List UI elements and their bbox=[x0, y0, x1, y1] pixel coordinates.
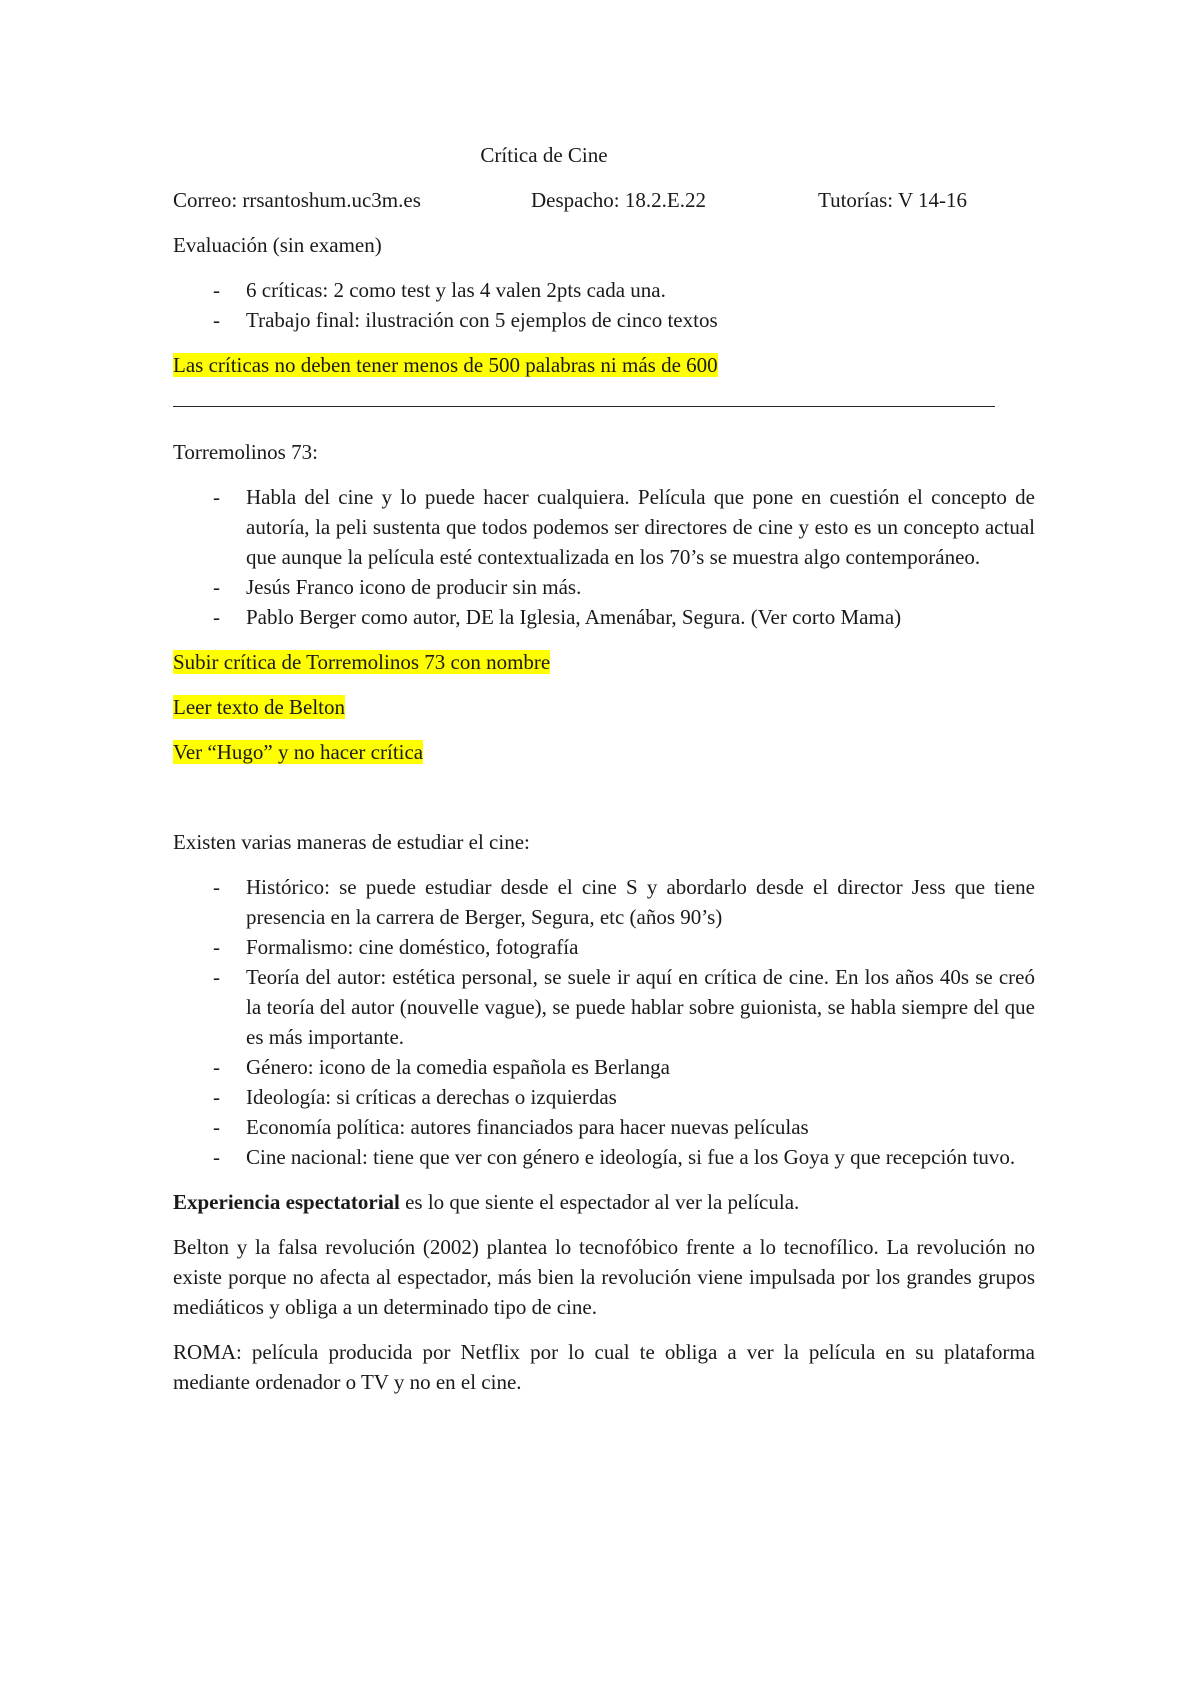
list-item: - Jesús Franco icono de producir sin más. bbox=[173, 572, 1035, 602]
evaluation-list bbox=[173, 275, 1035, 335]
task-highlight: Leer texto de Belton bbox=[173, 695, 346, 719]
experience-paragraph bbox=[173, 1187, 1035, 1217]
list-item: - Histórico: se puede estudiar desde el cine S y abordarlo desde el director Jess que tiene presencia en la carrera de Berger, Segura, etc (años 90’s) bbox=[173, 872, 1035, 932]
blank-gap bbox=[173, 767, 1035, 827]
contact-office: Despacho: 18.2.E.22 bbox=[531, 188, 706, 212]
evaluation-heading: Evaluación (sin examen) bbox=[173, 233, 382, 257]
word-limit-note bbox=[173, 350, 1035, 380]
list-item: - Cine nacional: tiene que ver con género e ideología, si fue a los Goya y que recepción tuvo. bbox=[173, 1142, 1035, 1172]
document-page bbox=[173, 140, 1035, 1412]
list-item: - 6 críticas: 2 como test y las 4 valen 2pts cada una. bbox=[173, 275, 1035, 305]
task-highlight: Subir crítica de Torremolinos 73 con nombre bbox=[173, 650, 551, 674]
task-upload-review bbox=[173, 647, 1035, 677]
belton-paragraph: Belton y la falsa revolución (2002) plantea lo tecnofóbico frente a lo tecnofílico. La revolución no existe porque no afecta al espectador, más bien la revolución viene impulsada por los grandes grupos mediáticos y obliga a un determinado tipo de cine. bbox=[173, 1235, 1035, 1319]
torremolinos-heading: Torremolinos 73: bbox=[173, 440, 318, 464]
contact-email: Correo: rrsantoshum.uc3m.es bbox=[173, 188, 421, 212]
contact-row bbox=[173, 185, 1035, 215]
list-item: - Economía política: autores financiados para hacer nuevas películas bbox=[173, 1112, 1035, 1142]
task-watch-hugo bbox=[173, 737, 1035, 767]
roma-paragraph: ROMA: película producida por Netflix por lo cual te obliga a ver la película en su plataforma mediante ordenador o TV y no en el cine. bbox=[173, 1340, 1035, 1394]
task-highlight: Ver “Hugo” y no hacer crítica bbox=[173, 740, 424, 764]
list-item: - Habla del cine y lo puede hacer cualquiera. Película que pone en cuestión el concepto de autoría, la peli sustenta que todos podemos ser directores de cine y esto es un concepto actual que aunque la película esté contextualizada en los 70’s se muestra algo contemporáneo. bbox=[173, 482, 1035, 572]
list-item: - Ideología: si críticas a derechas o izquierdas bbox=[173, 1082, 1035, 1112]
list-item: - Formalismo: cine doméstico, fotografía bbox=[173, 932, 1035, 962]
study-list bbox=[173, 872, 1035, 1172]
list-item: - Trabajo final: ilustración con 5 ejemplos de cinco textos bbox=[173, 305, 1035, 335]
list-item: - Pablo Berger como autor, DE la Iglesia, Amenábar, Segura. (Ver corto Mama) bbox=[173, 602, 1035, 632]
contact-tutoring: Tutorías: V 14-16 bbox=[818, 188, 967, 212]
task-read-belton bbox=[173, 692, 1035, 722]
list-item: - Teoría del autor: estética personal, se suele ir aquí en crítica de cine. En los años 40s se creó la teoría del autor (nouvelle vague), se puede hablar sobre guionista, se habla siempre del que es más importante. bbox=[173, 962, 1035, 1052]
experience-definition: es lo que siente el espectador al ver la película. bbox=[399, 1190, 800, 1214]
page-title: Crítica de Cine bbox=[480, 143, 608, 167]
word-limit-highlight: Las críticas no deben tener menos de 500 palabras ni más de 600 bbox=[173, 353, 718, 377]
horizontal-rule bbox=[173, 406, 995, 407]
list-item: - Género: icono de la comedia española es Berlanga bbox=[173, 1052, 1035, 1082]
experience-term: Experiencia espectatorial bbox=[173, 1190, 400, 1214]
torremolinos-list bbox=[173, 482, 1035, 632]
study-heading: Existen varias maneras de estudiar el cine: bbox=[173, 830, 530, 854]
